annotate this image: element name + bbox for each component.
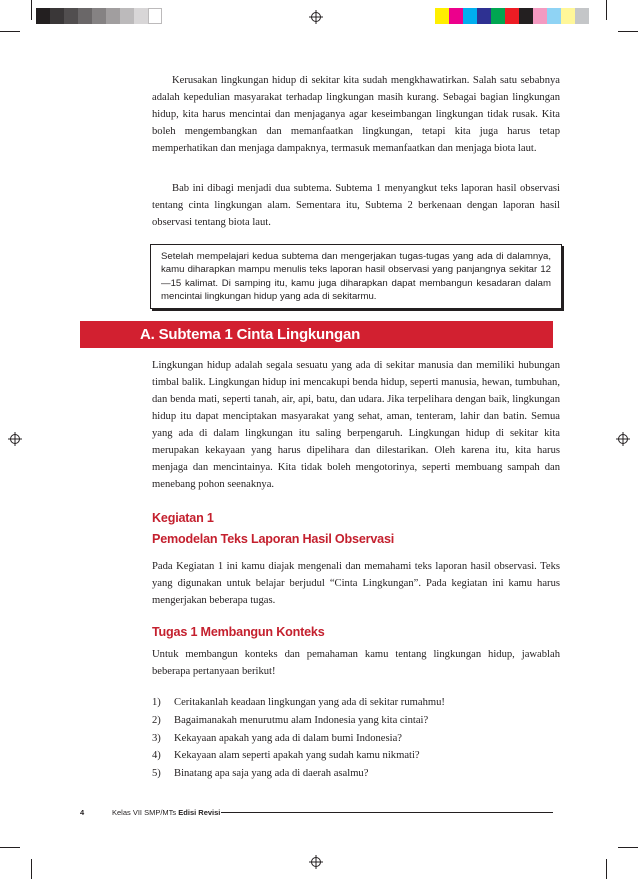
color-swatch	[120, 8, 134, 24]
question-text: Binatang apa saja yang ada di daerah asalmu?	[174, 768, 369, 780]
color-swatch	[519, 8, 533, 24]
color-swatch	[575, 8, 589, 24]
color-swatch	[78, 8, 92, 24]
grayscale-color-bar	[36, 8, 162, 24]
list-item	[152, 694, 552, 712]
crop-mark	[0, 847, 20, 848]
activity-title: Pemodelan Teks Laporan Hasil Observasi	[152, 532, 395, 546]
color-swatch	[50, 8, 64, 24]
color-swatch	[148, 8, 162, 24]
activity-body: Pada Kegiatan 1 ini kamu diajak mengenali dan memahami teks laporan hasil observasi. Teks yang digunakan untuk belajar berjudul “Cinta Lingkungan”. Pada kegiatan ini kamu harus mengerjakan beberapa tugas.	[152, 561, 560, 606]
crop-mark	[31, 859, 32, 879]
registration-mark-icon	[8, 432, 22, 446]
question-text: Bagaimanakah menurutmu alam Indonesia yang kita cintai?	[174, 714, 429, 726]
question-number: 4)	[152, 750, 161, 762]
color-swatch	[64, 8, 78, 24]
crop-mark	[0, 31, 20, 32]
color-swatch	[92, 8, 106, 24]
question-text: Kekayaan apakah yang ada di dalam bumi Indonesia?	[174, 732, 402, 744]
question-list	[152, 694, 552, 783]
page-number: 4	[80, 808, 85, 817]
question-text: Kekayaan alam seperti apakah yang sudah kamu nikmati?	[174, 750, 420, 762]
crop-mark	[606, 859, 607, 879]
color-swatch	[533, 8, 547, 24]
intro-paragraph-2: Bab ini dibagi menjadi dua subtema. Subtema 1 menyangkut teks laporan hasil observasi tentang cinta lingkungan alam. Sementara itu, Subtema 2 berkenaan dengan laporan hasil observasi tentang biota laut.	[152, 183, 560, 228]
question-number: 2)	[152, 714, 161, 726]
question-number: 1)	[152, 697, 161, 708]
question-number: 3)	[152, 732, 161, 744]
task-body: Untuk membangun konteks dan pemahaman kamu tentang lingkungan hidup, jawablah beberapa pertanyaan berikut!	[152, 649, 560, 677]
crop-mark	[31, 0, 32, 20]
color-swatch	[106, 8, 120, 24]
crop-mark	[618, 847, 638, 848]
footer-book: Kelas VII SMP/MTs	[112, 808, 179, 817]
section-heading-bar	[80, 321, 553, 348]
footer-rule	[221, 812, 553, 813]
intro-paragraph-1: Kerusakan lingkungan hidup di sekitar kita sudah mengkhawatirkan. Salah satu sebabnya adalah kepedulian masyarakat terhadap lingkungan masih kurang. Sebagai bagian lingkungan hidup, kita harus mencintai dan menjaganya agar keseimbangan lingkungan tidak rusak. Kita boleh mengembangkan dan memanfaatkan lingkungan, tetapi kita juga harus tetap memperhatikan dan menjaga dampaknya, termasuk memanfaatkan dan menjaga biota laut.	[152, 75, 560, 154]
registration-mark-icon	[616, 432, 630, 446]
footer-edition: Edisi Revisi	[178, 808, 221, 817]
question-number: 5)	[152, 768, 161, 780]
color-swatch	[134, 8, 148, 24]
footer-book-title	[112, 808, 220, 817]
list-item	[152, 765, 552, 783]
section-heading: A. Subtema 1 Cinta Lingkungan	[140, 326, 361, 343]
registration-mark-icon	[309, 855, 323, 869]
crop-mark	[606, 0, 607, 20]
list-item	[152, 730, 552, 748]
color-swatch	[547, 8, 561, 24]
color-swatch	[505, 8, 519, 24]
list-item	[152, 712, 552, 730]
color-swatch	[491, 8, 505, 24]
learning-objective-box: Setelah mempelajari kedua subtema dan mengerjakan tugas-tugas yang ada di dalamnya, kamu diharapkan mampu menulis teks laporan hasil observasi yang panjangnya sekitar 12—15 kalimat. Di samping itu, kamu juga diharapkan dapat membangun kesadaran dalam mencintai lingkungan hidup yang ada di sekitarmu.	[150, 244, 562, 309]
color-swatch	[435, 8, 449, 24]
list-item	[152, 747, 552, 765]
registration-mark-icon	[309, 10, 323, 24]
color-swatch	[449, 8, 463, 24]
cmyk-color-bar	[435, 8, 589, 24]
task-title: Tugas 1 Membangun Konteks	[152, 625, 325, 639]
color-swatch	[561, 8, 575, 24]
crop-mark	[618, 31, 638, 32]
color-swatch	[463, 8, 477, 24]
activity-label: Kegiatan 1	[152, 511, 214, 525]
question-text: Ceritakanlah keadaan lingkungan yang ada di sekitar rumahmu!	[174, 697, 445, 708]
color-swatch	[36, 8, 50, 24]
color-swatch	[477, 8, 491, 24]
section-body: Lingkungan hidup adalah segala sesuatu yang ada di sekitar manusia dan memiliki hubungan timbal balik. Lingkungan hidup ini mencakupi benda hidup, seperti manusia, hewan, tumbuhan, dan benda mati, seperti tanah, air, api, batu, dan udara. Jika terpelihara dengan baik, lingkungan hidup itu dapat menciptakan masyarakat yang sehat, aman, tenteram, lahir dan batin. Semua yang ada di dalam lingkungan itu saling berpengaruh. Lingkungan hidup di sekitar kita merupakan kekayaan yang harus dipelihara dan dilestarikan. Oleh karena itu, kita harus menjaga dan mencintainya. Kita tidak boleh mengotorinya, seperti membuang sampah dan menebang pohon seenaknya.	[152, 360, 560, 490]
